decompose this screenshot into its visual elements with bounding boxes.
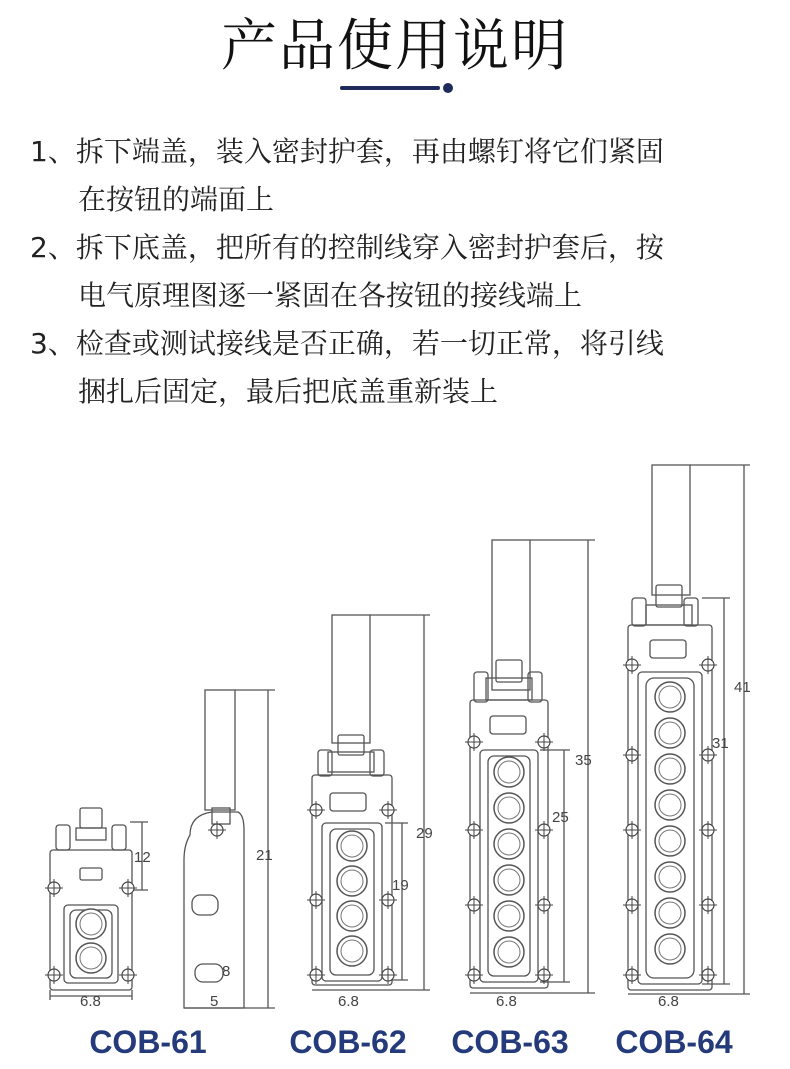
cob-63-total-label: 35 xyxy=(575,752,592,769)
step-1-line-2: 在按钮的端面上 xyxy=(78,183,275,216)
step-3-line-2: 捆扎后固定，最后把底盖重新装上 xyxy=(78,375,499,408)
model-label-cob-64: COB-64 xyxy=(615,1024,733,1060)
instruction-step-1 xyxy=(30,128,770,224)
dimension-diagram xyxy=(0,460,790,1069)
cob-61-height-label: 12 xyxy=(134,849,151,866)
instruction-list xyxy=(30,128,770,416)
cob-62-drawing xyxy=(312,615,430,990)
cob-64-width-label: 6.8 xyxy=(658,993,679,1010)
title-dot xyxy=(443,83,453,93)
step-1-line-1: 1、拆下端盖，装入密封护套，再由螺钉将它们紧固 xyxy=(30,135,664,168)
cob-62-width-label: 6.8 xyxy=(338,993,359,1010)
instruction-step-3 xyxy=(30,320,770,416)
cob-61-buttons xyxy=(76,909,106,973)
side-small-label: 8 xyxy=(222,963,231,980)
cob-64-total-label: 41 xyxy=(734,679,751,696)
model-label-cob-61: COB-61 xyxy=(89,1024,207,1060)
title-underline xyxy=(340,86,440,90)
cob-63-inner-label: 25 xyxy=(552,809,569,826)
cob-63-width-label: 6.8 xyxy=(496,993,517,1010)
instruction-step-2 xyxy=(30,224,770,320)
cob-64-drawing xyxy=(628,465,750,994)
side-height-label: 21 xyxy=(256,847,273,864)
cob-64-inner-label: 31 xyxy=(712,735,729,752)
model-label-cob-63: COB-63 xyxy=(451,1024,569,1060)
step-3-line-1: 3、检查或测试接线是否正确，若一切正常，将引线 xyxy=(30,327,664,360)
cob-62-buttons xyxy=(337,831,367,966)
mounting-screws xyxy=(45,656,717,984)
side-width-label: 5 xyxy=(210,993,219,1010)
cob-61-width-label: 6.8 xyxy=(80,993,101,1010)
cob-63-buttons xyxy=(494,757,524,967)
page-title: 产品使用说明 xyxy=(221,14,569,79)
model-label-cob-62: COB-62 xyxy=(289,1024,407,1060)
step-2-line-1: 2、拆下底盖，把所有的控制线穿入密封护套后，按 xyxy=(30,231,664,264)
cob-62-total-label: 29 xyxy=(416,825,433,842)
cob-62-inner-label: 19 xyxy=(392,877,409,894)
step-2-line-2: 电气原理图逐一紧固在各按钮的接线端上 xyxy=(78,279,583,312)
cob-64-buttons xyxy=(655,682,685,964)
